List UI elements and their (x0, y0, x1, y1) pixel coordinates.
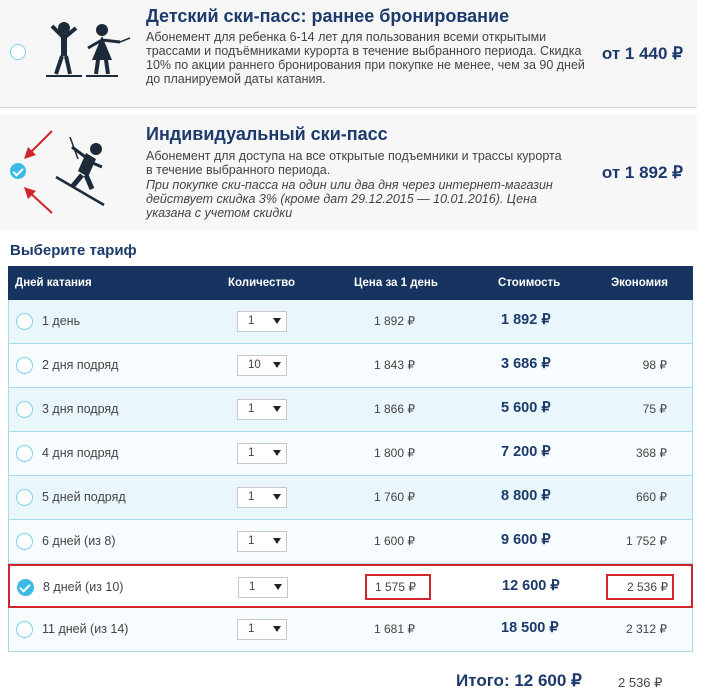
pass-card-children[interactable] (0, 0, 697, 108)
quantity-value: 1 (248, 447, 255, 459)
quantity-select[interactable] (237, 531, 287, 552)
quantity-value: 10 (248, 359, 261, 371)
tariff-radio[interactable] (16, 357, 33, 374)
quantity-value: 1 (248, 491, 255, 503)
tariff-days: 11 дней (из 14) (42, 622, 129, 636)
tariff-radio[interactable] (17, 579, 34, 596)
tariff-table (8, 266, 693, 652)
tariff-row[interactable] (8, 388, 693, 432)
pass-radio-children[interactable] (10, 44, 26, 60)
tariff-economy: 368 ₽ (636, 446, 667, 460)
tariff-row[interactable] (8, 344, 693, 388)
red-arrow-icon (20, 127, 56, 217)
pass-title-individual: Индивидуальный ски-пасс (146, 124, 388, 144)
tariff-days: 8 дней (из 10) (43, 580, 124, 594)
quantity-select[interactable] (237, 355, 287, 376)
quantity-select[interactable] (237, 487, 287, 508)
tariff-price-per-day: 1 760 ₽ (374, 490, 415, 504)
tariff-price-per-day: 1 681 ₽ (374, 622, 415, 636)
total-economy: 2 536 ₽ (618, 675, 663, 690)
tariff-price-per-day: 1 600 ₽ (374, 534, 415, 548)
tariff-price-per-day: 1 575 ₽ (375, 580, 416, 594)
quantity-select[interactable] (237, 443, 287, 464)
tariff-cost: 1 892 ₽ (501, 312, 551, 328)
pass-card-individual[interactable] (0, 115, 697, 231)
pass-description-individual: Абонемент для доступа на все открытые подъемники и трассы курорта в течение выбранного периода. (146, 149, 562, 177)
quantity-value: 1 (249, 581, 256, 593)
tariff-row[interactable] (8, 520, 693, 564)
tariff-days: 4 дня подряд (42, 446, 119, 460)
tariff-row[interactable] (8, 432, 693, 476)
tariff-cost: 8 800 ₽ (501, 488, 551, 504)
chevron-down-icon (273, 318, 281, 324)
tariff-cost: 3 686 ₽ (501, 356, 551, 372)
chevron-down-icon (274, 584, 282, 590)
chevron-down-icon (273, 450, 281, 456)
header-cost: Стоимость (498, 277, 561, 289)
tariff-days: 3 дня подряд (42, 402, 119, 416)
pass-note-individual: При покупке ски-пасса на один или два дня через интернет-магазин действует скидка 3% (кроме дат 29.12.2015 — 10.01.2016). Цена указана с учетом скидки (146, 178, 553, 220)
chevron-down-icon (273, 362, 281, 368)
tariff-table-header (8, 266, 693, 300)
tariff-economy: 660 ₽ (636, 490, 667, 504)
tariff-cost: 9 600 ₽ (501, 532, 551, 548)
skier-icon (52, 137, 112, 209)
tariff-price-per-day: 1 866 ₽ (374, 402, 415, 416)
tariff-radio[interactable] (16, 489, 33, 506)
pass-price-children: от 1 440 ₽ (601, 44, 683, 63)
tariff-radio[interactable] (16, 533, 33, 550)
tariff-radio[interactable] (16, 313, 33, 330)
pass-price-individual: от 1 892 ₽ (601, 163, 683, 182)
economy-highlight-box (606, 574, 674, 600)
tariff-price-per-day: 1 800 ₽ (374, 446, 415, 460)
tariff-days: 6 дней (из 8) (42, 534, 116, 548)
tariff-price-per-day: 1 892 ₽ (374, 314, 415, 328)
tariff-cost: 7 200 ₽ (501, 444, 551, 460)
tariff-economy: 1 752 ₽ (626, 534, 667, 548)
tariff-days: 5 дней подряд (42, 490, 126, 504)
tariff-economy: 2 536 ₽ (627, 580, 668, 594)
children-skiers-icon (44, 20, 132, 82)
tariff-radio[interactable] (16, 445, 33, 462)
header-quantity: Количество (228, 277, 296, 289)
tariff-economy: 98 ₽ (642, 358, 667, 372)
tariff-row[interactable] (8, 608, 693, 652)
pass-title-children: Детский ски-пасс: раннее бронирование (146, 6, 510, 26)
tariff-row[interactable] (8, 476, 693, 520)
tariff-row[interactable] (8, 564, 693, 608)
tariff-cost: 18 500 ₽ (501, 620, 559, 636)
tariff-price-per-day: 1 843 ₽ (374, 358, 415, 372)
tariff-cost: 12 600 ₽ (502, 578, 560, 594)
tariff-economy: 75 ₽ (642, 402, 667, 416)
quantity-select[interactable] (237, 399, 287, 420)
quantity-select[interactable] (237, 619, 287, 640)
pass-description-children: Абонемент для ребенка 6-14 лет для пользования всеми открытыми трассами и подъёмниками курорта в течение выбранного периода. Скидка 10% по акции раннего бронирования при покупке не менее, чем за 90 дней до планируемой даты катания. (146, 30, 585, 86)
quantity-select[interactable] (237, 311, 287, 332)
chevron-down-icon (273, 406, 281, 412)
tariff-radio[interactable] (16, 621, 33, 638)
quantity-value: 1 (248, 403, 255, 415)
quantity-value: 1 (248, 315, 255, 327)
chevron-down-icon (273, 538, 281, 544)
quantity-value: 1 (248, 623, 255, 635)
tariff-section-title: Выберите тариф (10, 242, 137, 259)
tariff-cost: 5 600 ₽ (501, 400, 551, 416)
tariff-row[interactable] (8, 300, 693, 344)
header-economy: Экономия (611, 277, 668, 289)
tariff-radio[interactable] (16, 401, 33, 418)
tariff-rows (8, 300, 693, 652)
total-label: Итого: 12 600 ₽ (456, 671, 582, 690)
chevron-down-icon (273, 494, 281, 500)
tariff-economy: 2 312 ₽ (626, 622, 667, 636)
price-highlight-box (365, 574, 431, 600)
quantity-value: 1 (248, 535, 255, 547)
chevron-down-icon (273, 626, 281, 632)
tariff-days: 2 дня подряд (42, 358, 119, 372)
tariff-days: 1 день (42, 314, 81, 328)
header-days: Дней катания (15, 277, 92, 289)
header-price-per-day: Цена за 1 день (354, 277, 438, 289)
quantity-select[interactable] (238, 577, 288, 598)
